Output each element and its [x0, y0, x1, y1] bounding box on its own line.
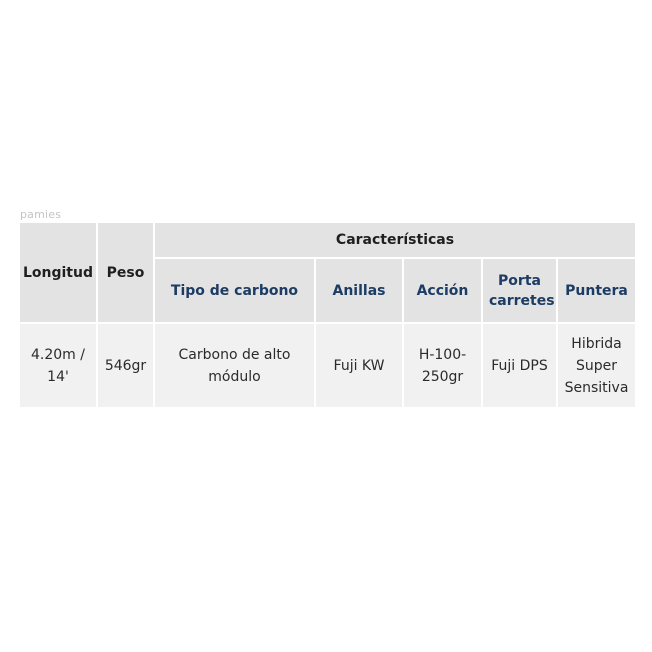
pamies-watermark: pamies	[20, 208, 62, 221]
header-row-top	[19, 222, 636, 258]
cell-porta-carretes: Fuji DPS	[482, 323, 557, 408]
header-anillas: Anillas	[315, 258, 403, 323]
header-porta-carretes: Porta carretes	[482, 258, 557, 323]
cell-accion: H-100-250gr	[403, 323, 482, 408]
header-puntera: Puntera	[557, 258, 636, 323]
header-accion: Acción	[403, 258, 482, 323]
header-tipo-carbono: Tipo de carbono	[154, 258, 315, 323]
cell-puntera: Hibrida Super Sensitiva	[557, 323, 636, 408]
cell-anillas: Fuji KW	[315, 323, 403, 408]
cell-longitud: 4.20m / 14'	[19, 323, 97, 408]
header-peso: Peso	[97, 222, 154, 323]
header-longitud: Longitud	[19, 222, 97, 323]
cell-tipo-carbono: Carbono de alto módulo	[154, 323, 315, 408]
table-row	[19, 323, 636, 408]
header-caracteristicas: Características	[154, 222, 636, 258]
cell-peso: 546gr	[97, 323, 154, 408]
specifications-table	[18, 221, 637, 409]
